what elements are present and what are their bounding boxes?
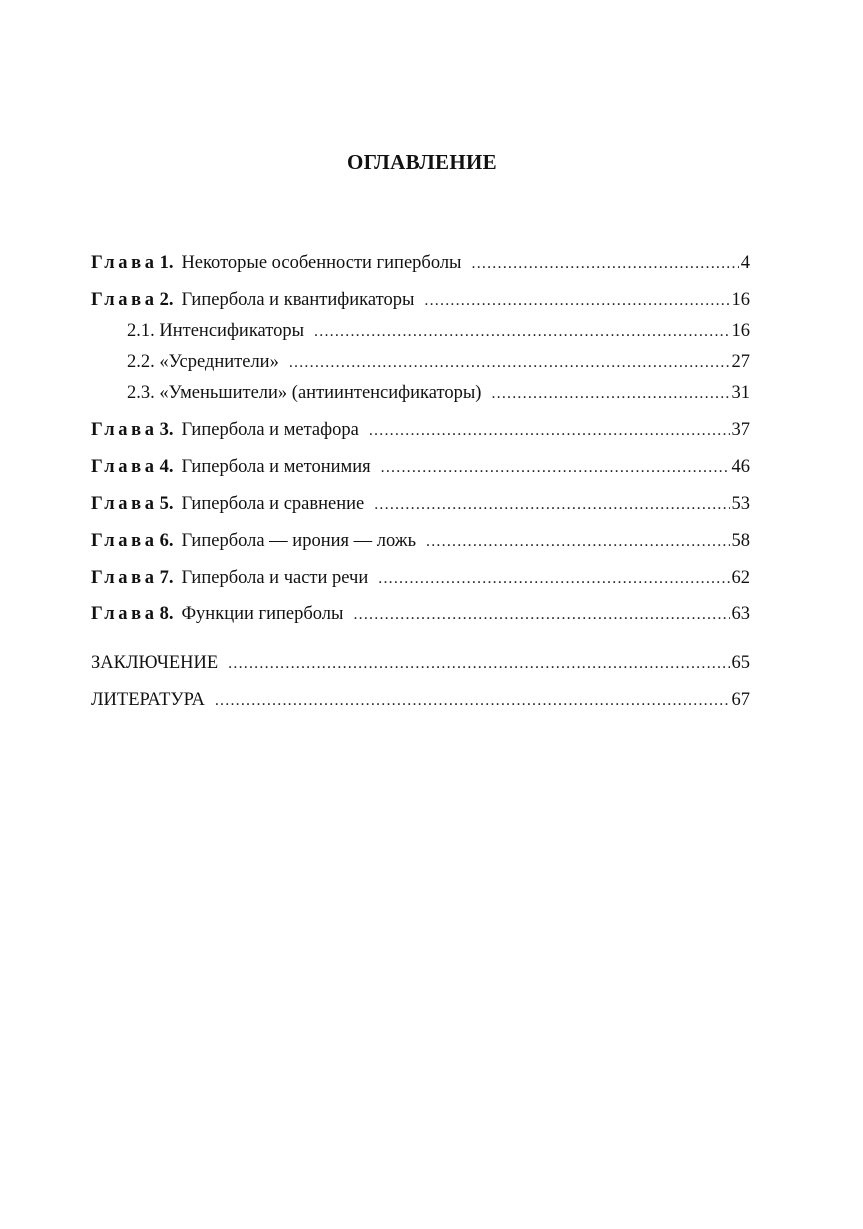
chapter-number: 7.: [159, 568, 174, 588]
page-number: 37: [731, 420, 750, 440]
page-number: 4: [740, 253, 750, 273]
chapter-number: 2.: [159, 290, 174, 310]
page-title: ОГЛАВЛЕНИЕ: [347, 150, 497, 174]
dot-leader: [472, 253, 739, 275]
chapter-number: 3.: [159, 420, 174, 440]
page-number: 58: [731, 531, 750, 551]
chapter-number: 4.: [159, 457, 174, 477]
toc-entry-chapter-1[interactable]: [91, 252, 750, 275]
chapter-label: Глава: [91, 494, 158, 514]
toc-entry-section-2-2[interactable]: [127, 351, 750, 374]
toc-entry-section-2-1[interactable]: [127, 320, 750, 343]
toc-entry-title: Гипербола и сравнение: [181, 494, 365, 514]
dot-leader: [378, 568, 729, 590]
page-number: 65: [731, 653, 750, 673]
toc-entry-title: ЛИТЕРАТУРА: [91, 690, 205, 710]
page-number: 46: [731, 457, 750, 477]
dot-leader: [228, 653, 729, 675]
toc-entry-conclusion[interactable]: [91, 652, 750, 675]
toc-entry-chapter-8[interactable]: [91, 603, 750, 626]
page-number: 27: [731, 352, 750, 372]
toc-entry-title: Функции гиперболы: [181, 604, 344, 624]
toc-entry-title: Некоторые особенности гиперболы: [181, 253, 462, 273]
chapter-number: 1.: [159, 253, 174, 273]
page-number: 16: [731, 290, 750, 310]
chapter-label: Глава: [91, 531, 158, 551]
page-number: 67: [731, 690, 750, 710]
toc-entry-title: Гипербола и квантификаторы: [181, 290, 415, 310]
toc-entry-title: Гипербола и метонимия: [181, 457, 371, 477]
chapter-number: 8.: [159, 604, 174, 624]
toc-entry-chapter-4[interactable]: [91, 456, 750, 479]
page-number: 53: [731, 494, 750, 514]
chapter-label: Глава: [91, 290, 158, 310]
chapter-label: Глава: [91, 457, 158, 477]
chapter-label: Глава: [91, 420, 158, 440]
chapter-label: Глава: [91, 253, 158, 273]
page-number: 31: [731, 383, 750, 403]
toc-entry-chapter-3[interactable]: [91, 419, 750, 442]
toc-entry-literature[interactable]: [91, 689, 750, 712]
toc-entry-title: 2.1. Интенсификаторы: [127, 321, 305, 341]
dot-leader: [289, 352, 730, 374]
toc-entry-title: Гипербола — ирония — ложь: [181, 531, 417, 551]
toc-entry-title: Гипербола и части речи: [181, 568, 369, 588]
dot-leader: [353, 604, 729, 626]
toc-entry-title: ЗАКЛЮЧЕНИЕ: [91, 653, 219, 673]
toc-entry-title: Гипербола и метафора: [181, 420, 359, 440]
dot-leader: [424, 290, 729, 312]
dot-leader: [215, 690, 730, 712]
toc-entry-section-2-3[interactable]: [127, 382, 750, 405]
toc-entry-chapter-7[interactable]: [91, 567, 750, 590]
dot-leader: [381, 457, 730, 479]
page-number: 16: [731, 321, 750, 341]
toc-entry-title: 2.3. «Уменьшители» (антиинтенсификаторы): [127, 383, 482, 403]
chapter-label: Глава: [91, 604, 158, 624]
toc-entry-title: 2.2. «Усреднители»: [127, 352, 279, 372]
chapter-label: Глава: [91, 568, 158, 588]
toc-entry-chapter-5[interactable]: [91, 493, 750, 516]
dot-leader: [374, 494, 729, 516]
dot-leader: [426, 531, 729, 553]
dot-leader: [314, 321, 729, 343]
toc-entry-chapter-2[interactable]: [91, 289, 750, 312]
chapter-number: 6.: [159, 531, 174, 551]
dot-leader: [369, 420, 730, 442]
page-number: 63: [731, 604, 750, 624]
dot-leader: [491, 383, 729, 405]
chapter-number: 5.: [159, 494, 174, 514]
toc-entry-chapter-6[interactable]: [91, 530, 750, 553]
page-number: 62: [731, 568, 750, 588]
